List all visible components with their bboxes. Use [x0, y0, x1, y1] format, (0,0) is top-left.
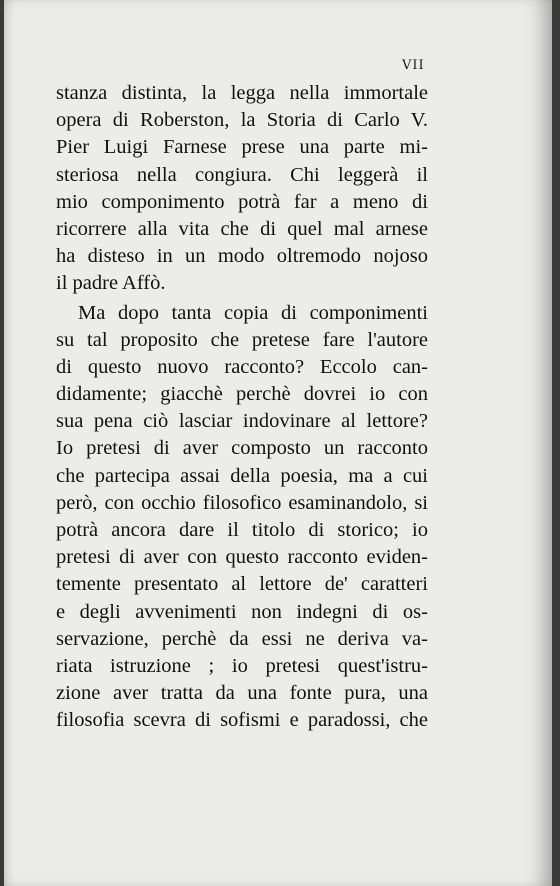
text-line: ha disteso in un modo oltremodo nojoso	[56, 245, 428, 268]
text-line: steriosa nella congiura. Chi leggerà il	[56, 163, 428, 186]
text-line: pretesi di aver con questo racconto eviden-	[56, 546, 428, 569]
text-line: filosofia scevra di sofismi e paradossi, che	[56, 709, 428, 732]
text-line: potrà ancora dare il titolo di storico; io	[56, 519, 428, 541]
text-line: Ma dopo tanta copia di componimenti	[78, 301, 428, 324]
text-line: stanza distinta, la legga nella immortale	[56, 82, 428, 104]
text-line-italic: opera di Roberston, la Storia di Carlo V.	[56, 109, 428, 132]
body-text	[56, 80, 428, 735]
text-line: riata istruzione ; io pretesi quest'istru-	[56, 654, 428, 677]
text-line: ricorrere alla vita che di quel mal arnese	[56, 217, 428, 240]
text-line: servazione, perchè da essi ne deriva va-	[56, 627, 428, 650]
page-number: VII	[402, 58, 425, 73]
text-line: sua pena ciò lasciar indovinare al lettore?	[56, 410, 428, 433]
text-line: temente presentato al lettore de' caratteri	[56, 573, 428, 596]
text-line: e degli avvenimenti non indegni di os-	[56, 600, 428, 623]
text-line: zione aver tratta da una fonte pura, una	[56, 682, 428, 705]
text-line	[56, 107, 428, 134]
text-line: che partecipa assai della poesia, ma a cui	[56, 464, 428, 487]
text-line: Io pretesi di aver composto un racconto	[56, 437, 428, 460]
paragraph-2	[56, 300, 428, 735]
text-line: il padre Affò.	[56, 272, 166, 295]
text-line: però, con occhio filosofico esaminandolo, si	[56, 491, 428, 514]
paragraph-1	[56, 80, 428, 298]
text-line: su tal proposito che pretese fare l'autore	[56, 328, 428, 351]
text-line: mio componimento potrà far a meno di	[56, 190, 428, 213]
text-line: didamente; giacchè perchè dovrei io con	[56, 383, 428, 406]
text-line: di questo nuovo racconto? Eccolo can-	[56, 355, 428, 378]
text-line: Pier Luigi Farnese prese una parte mi-	[56, 136, 428, 159]
book-page	[4, 0, 552, 886]
